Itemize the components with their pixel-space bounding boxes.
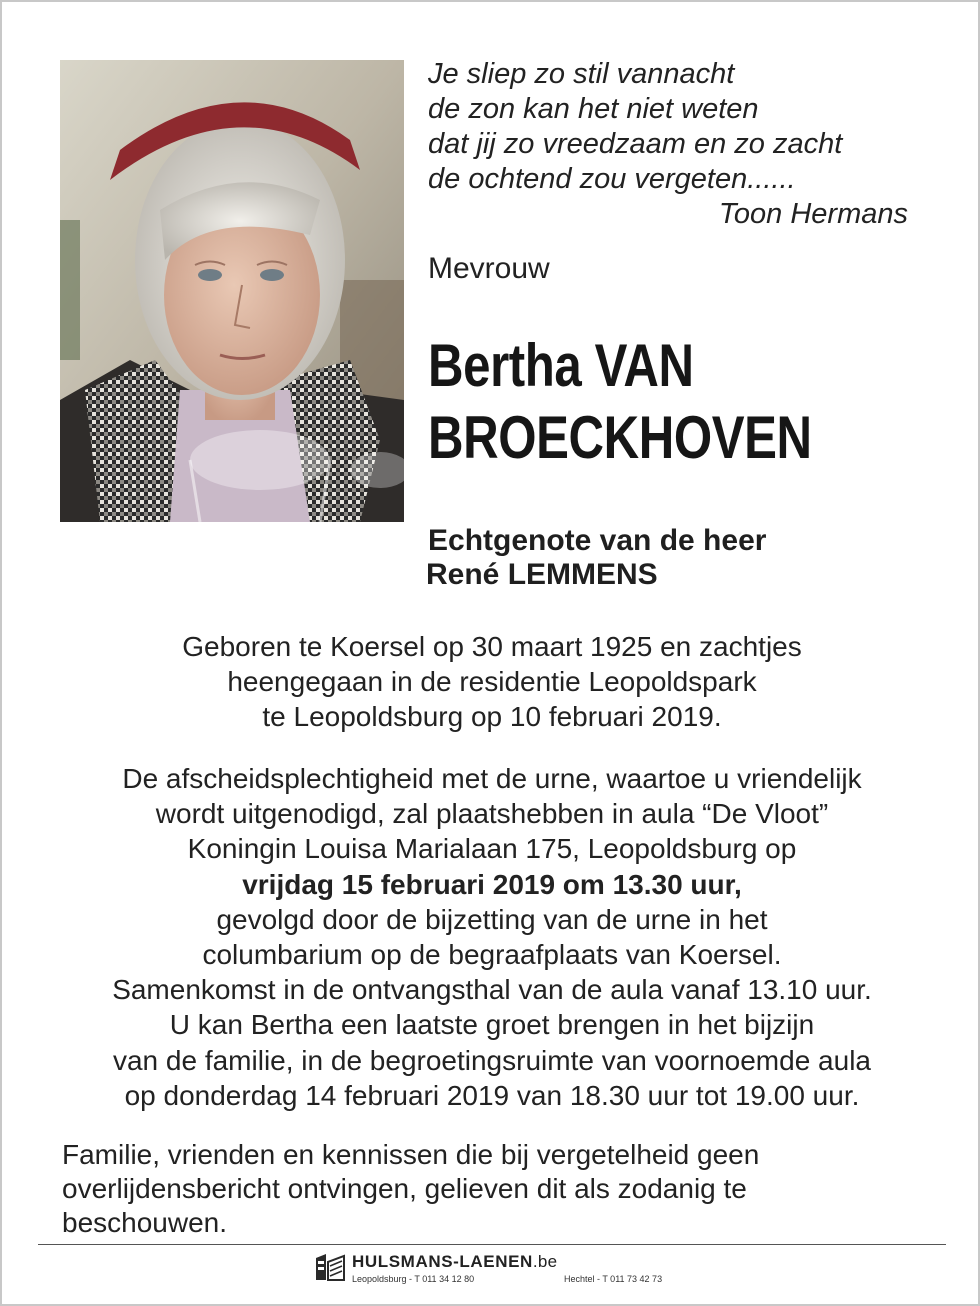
deceased-name-line: BROECKHOVEN bbox=[428, 404, 812, 471]
ceremony-line: Koningin Louisa Marialaan 175, Leopoldsburg op bbox=[187, 833, 797, 865]
funeral-home-logo-icon bbox=[314, 1252, 346, 1282]
poem-author: Toon Hermans bbox=[718, 198, 908, 230]
ceremony-date: vrijdag 15 februari 2019 om 13.30 uur, bbox=[242, 868, 742, 900]
deceased-name-line: Bertha VAN bbox=[428, 332, 694, 399]
spouse-line: René LEMMENS bbox=[426, 558, 658, 591]
spouse-line: Echtgenote van de heer bbox=[428, 524, 767, 557]
family-note-line: overlijdensbericht ontvingen, gelieven dit als zodanig te bbox=[62, 1173, 747, 1204]
poem-line: dat jij zo vreedzaam en zo zacht bbox=[428, 128, 843, 160]
ceremony-line: Samenkomst in de ontvangsthal van de aula vanaf 13.10 uur. bbox=[112, 974, 872, 1006]
family-note bbox=[62, 1138, 882, 1240]
brand-tld: .be bbox=[532, 1252, 558, 1271]
family-note-line: Familie, vrienden en kennissen die bij vergetelheid geen bbox=[62, 1139, 760, 1170]
poem-line: de ochtend zou vergeten...... bbox=[428, 163, 796, 195]
brand-name: HULSMANS-LAENEN bbox=[352, 1252, 533, 1271]
poem-line: Je sliep zo stil vannacht bbox=[428, 58, 735, 90]
ceremony-line: wordt uitgenodigd, zal plaatshebben in aula “De Vloot” bbox=[155, 798, 829, 830]
ceremony-line: U kan Bertha een laatste groet brengen in het bijzijn bbox=[169, 1009, 815, 1041]
birth-line: te Leopoldsburg op 10 februari 2019. bbox=[262, 701, 722, 733]
ceremony-paragraph bbox=[42, 761, 942, 1113]
poem bbox=[428, 57, 928, 232]
birth-paragraph bbox=[42, 629, 942, 735]
ceremony-line: op donderdag 14 februari 2019 van 18.30 uur tot 19.00 uur. bbox=[124, 1079, 860, 1111]
office-hechtel: Hechtel - T 011 73 42 73 bbox=[564, 1274, 663, 1284]
family-note-line: beschouwen. bbox=[62, 1207, 228, 1238]
portrait-photo bbox=[60, 60, 404, 522]
birth-line: Geboren te Koersel op 30 maart 1925 en zachtjes bbox=[182, 631, 802, 662]
funeral-home-brand bbox=[352, 1252, 557, 1272]
spouse-info bbox=[428, 524, 766, 592]
birth-line: heengegaan in de residentie Leopoldspark bbox=[227, 666, 757, 698]
poem-line: de zon kan het niet weten bbox=[428, 93, 759, 125]
footer-divider bbox=[38, 1244, 946, 1245]
footer bbox=[314, 1250, 714, 1290]
ceremony-line: gevolgd door de bijzetting van de urne in het bbox=[216, 903, 768, 935]
office-leopoldsburg: Leopoldsburg - T 011 34 12 80 bbox=[352, 1274, 475, 1284]
ceremony-line: van de familie, in de begroetingsruimte van voornoemde aula bbox=[112, 1044, 871, 1076]
ceremony-line: columbarium op de begraafplaats van Koersel. bbox=[202, 939, 782, 971]
honorific-title: Mevrouw bbox=[428, 252, 550, 285]
ceremony-line: De afscheidsplechtigheid met de urne, waartoe u vriendelijk bbox=[122, 763, 862, 794]
deceased-name bbox=[428, 330, 854, 474]
